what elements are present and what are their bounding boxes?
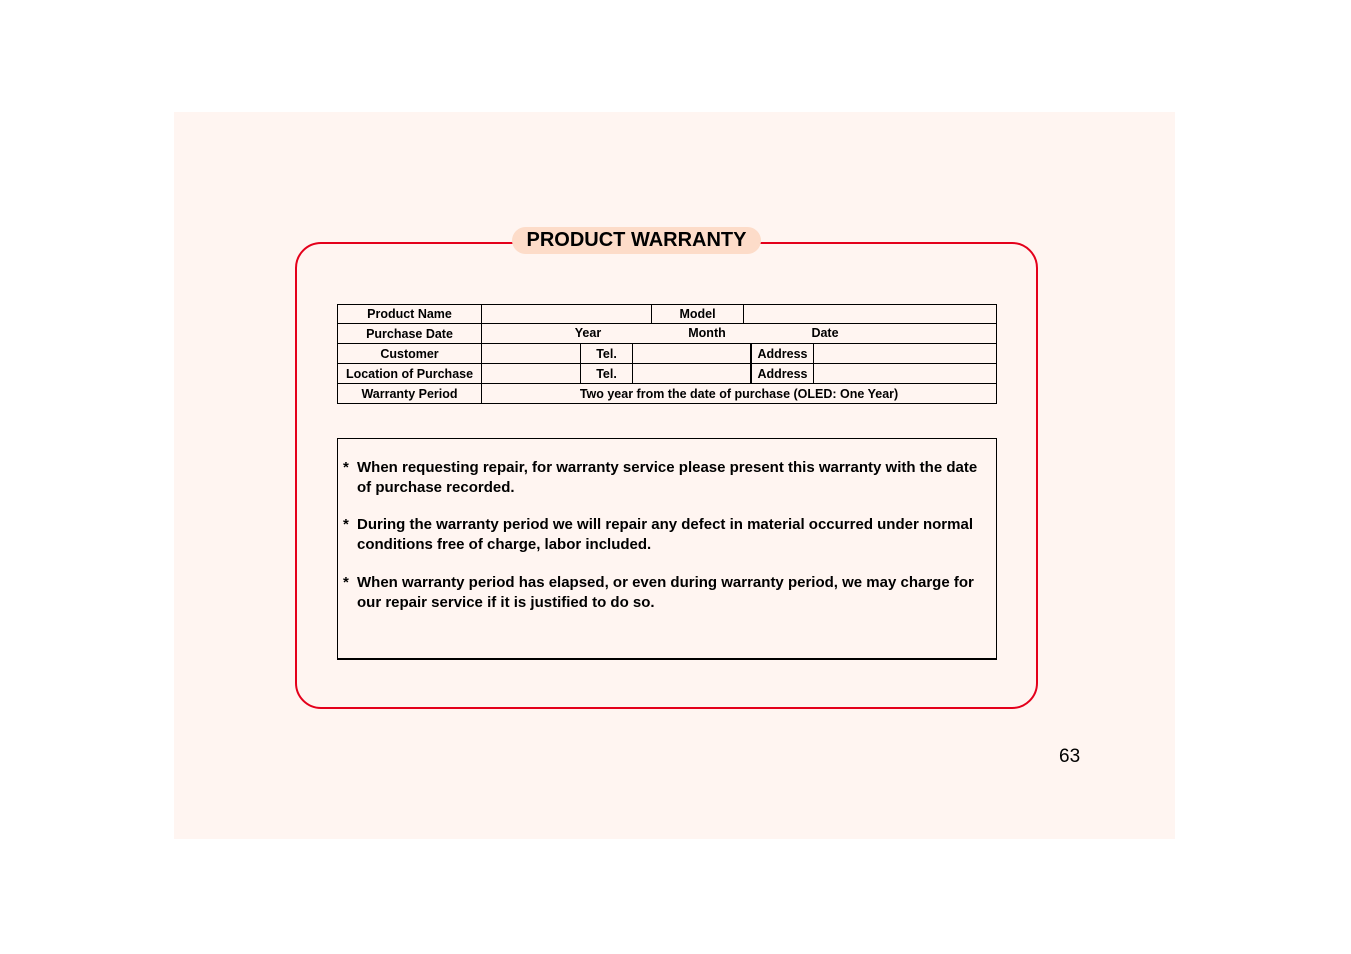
date-label: Date — [811, 326, 839, 340]
location-tel-field[interactable] — [632, 363, 751, 384]
purchase-date-label: Purchase Date — [337, 323, 482, 344]
location-address-field[interactable] — [813, 363, 997, 384]
customer-address-label: Address — [750, 343, 814, 364]
location-name-field[interactable] — [481, 363, 581, 384]
page-number: 63 — [1059, 746, 1081, 767]
product-name-label: Product Name — [337, 304, 482, 324]
location-tel-label: Tel. — [580, 363, 633, 384]
page-title: PRODUCT WARRANTY — [512, 227, 761, 254]
customer-address-field[interactable] — [813, 343, 997, 364]
warranty-period-value: Two year from the date of purchase (OLED: One Year) — [481, 383, 997, 404]
customer-tel-field[interactable] — [632, 343, 751, 364]
warranty-note — [343, 458, 993, 497]
note-text: During the warranty period we will repair any defect in material occurred under normal conditions free of charge, labor included. — [357, 516, 973, 553]
month-label: Month — [688, 326, 726, 340]
model-label: Model — [651, 304, 744, 324]
note-bullet: * — [343, 516, 349, 533]
purchase-date-field[interactable] — [481, 323, 997, 344]
location-of-purchase-label: Location of Purchase — [337, 363, 482, 384]
customer-name-field[interactable] — [481, 343, 581, 364]
note-text: When warranty period has elapsed, or even during warranty period, we may charge for our repair service if it is justified to do so. — [357, 574, 974, 611]
customer-tel-label: Tel. — [580, 343, 633, 364]
note-text: When requesting repair, for warranty service please present this warranty with the date of purchase recorded. — [357, 459, 978, 496]
model-field[interactable] — [743, 304, 997, 324]
customer-label: Customer — [337, 343, 482, 364]
warranty-note — [343, 515, 993, 554]
note-bullet: * — [343, 459, 349, 476]
product-name-field[interactable] — [481, 304, 652, 324]
year-label: Year — [574, 326, 602, 340]
note-bullet: * — [343, 574, 349, 591]
location-address-label: Address — [750, 363, 814, 384]
warranty-period-label: Warranty Period — [337, 383, 482, 404]
warranty-note — [343, 573, 993, 612]
